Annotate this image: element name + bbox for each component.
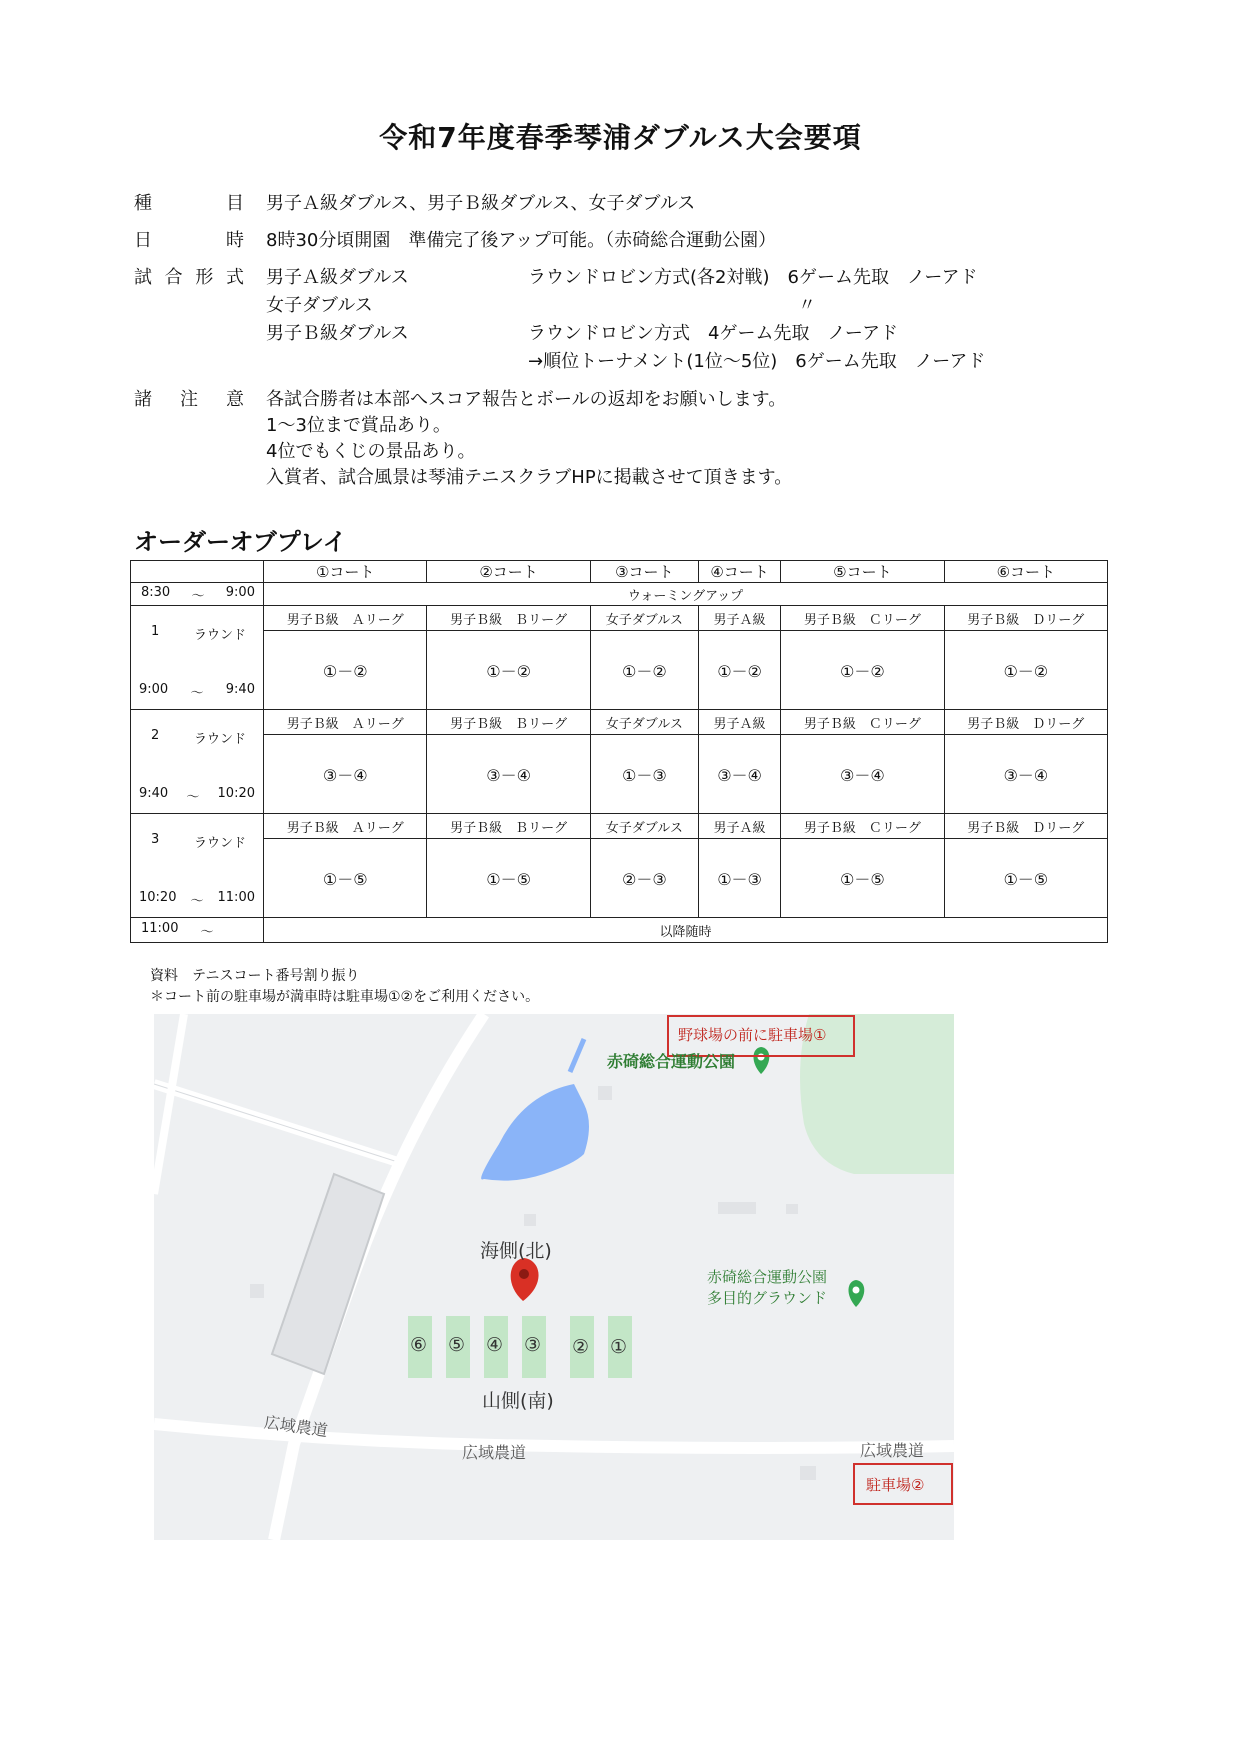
category-cell: 女子ダブルス	[590, 814, 698, 839]
round-number: 1	[151, 624, 160, 639]
category-cell: 男子Ｂ級 Ｃリーグ	[781, 710, 944, 735]
round-category-row	[131, 606, 1108, 631]
round-match-row	[131, 631, 1108, 710]
notes-value	[266, 386, 1134, 490]
site-map	[154, 1014, 954, 1540]
format-line	[266, 292, 1134, 320]
time-tilde: ～	[186, 790, 200, 805]
time-tilde: ～	[191, 588, 205, 604]
format-value	[266, 264, 1134, 376]
ground-label-2: 多目的グラウンド	[707, 1289, 828, 1307]
match-cell: ①－②	[698, 631, 780, 710]
north-label: 海側(北)	[480, 1240, 552, 1262]
note-line: 1～3位まで賞品あり。	[266, 415, 451, 436]
time-end: 10:20	[217, 786, 255, 801]
category-cell: 男子Ｂ級 Ａリーグ	[264, 606, 427, 631]
category-cell: 女子ダブルス	[590, 606, 698, 631]
page-title: 令和7年度春季琴浦ダブルス大会要項	[379, 121, 862, 154]
parking1-label: 野球場の前に駐車場①	[678, 1026, 827, 1044]
datetime-value: 8時30分頃開園 準備完了後アップ可能。（赤碕総合運動公園）	[266, 230, 777, 251]
time-tilde: ～	[190, 894, 204, 909]
category-cell: 男子Ａ級	[698, 606, 780, 631]
court-header: ⑤コート	[781, 561, 944, 583]
label-char: 注	[180, 389, 198, 410]
match-cell: ①－③	[590, 735, 698, 814]
format-rule: →順位トーナメント(1位～5位) 6ゲーム先取 ノーアド	[528, 351, 986, 372]
park-name-label: 赤碕総合運動公園	[607, 1052, 736, 1071]
label-char: 時	[226, 230, 244, 251]
court-header: ②コート	[427, 561, 590, 583]
round-match-row	[131, 839, 1108, 918]
small-building	[786, 1204, 798, 1214]
location-pin-dot	[519, 1269, 529, 1279]
order-of-play-table	[130, 560, 1108, 943]
info-row-format	[134, 264, 1134, 376]
time-tilde: ～	[200, 924, 214, 940]
small-building	[598, 1086, 612, 1100]
warmup-row	[131, 583, 1108, 606]
match-cell: ①－⑤	[944, 839, 1107, 918]
label-char: 日	[134, 230, 152, 251]
poi-marker-icon	[753, 1047, 769, 1074]
court-label: ④	[486, 1334, 504, 1356]
category-cell: 男子Ｂ級 Ｂリーグ	[427, 606, 590, 631]
round-time-cell	[131, 710, 264, 814]
parking2-label: 駐車場②	[866, 1476, 925, 1494]
round-category-row	[131, 814, 1108, 839]
format-line	[266, 264, 1134, 292]
building	[272, 1174, 384, 1374]
note-line: 入賞者、試合風景は琴浦テニスクラブHPに掲載させて頂きます。	[266, 467, 793, 488]
order-of-play-heading: オーダーオブプレイ	[134, 528, 347, 556]
note-line: 4位でもくじの景品あり。	[266, 441, 476, 462]
event-value: 男子Ａ級ダブルス、男子Ｂ級ダブルス、女子ダブルス	[266, 193, 696, 214]
poi-marker-dot	[853, 1287, 860, 1294]
poi-marker-icon	[848, 1280, 864, 1307]
court-label: ⑥	[410, 1334, 428, 1356]
map-graphic	[154, 1014, 954, 1540]
court-header: ①コート	[264, 561, 427, 583]
label-char: 諸	[134, 389, 152, 410]
match-cell: ③－④	[698, 735, 780, 814]
time-start: 9:40	[139, 786, 169, 801]
match-cell: ①－③	[698, 839, 780, 918]
match-cell: ①－②	[781, 631, 944, 710]
time-tilde: ～	[190, 686, 204, 701]
court-label: ①	[610, 1336, 628, 1358]
map-caption-title: 資料 テニスコート番号割り振り	[150, 968, 360, 984]
round-match-row	[131, 735, 1108, 814]
match-cell: ①－②	[264, 631, 427, 710]
small-building	[718, 1202, 756, 1214]
match-cell: ③－④	[264, 735, 427, 814]
road-edge	[154, 1084, 404, 1164]
small-building	[800, 1466, 816, 1480]
closing-label: 以降随時	[264, 918, 1108, 943]
road-label-mid: 広域農道	[462, 1443, 527, 1462]
warmup-time	[131, 583, 264, 606]
court-label: ③	[524, 1334, 542, 1356]
category-cell: 男子Ｂ級 Ａリーグ	[264, 710, 427, 735]
label-char: 意	[226, 389, 244, 410]
round-number: 3	[151, 832, 160, 847]
closing-time	[131, 918, 264, 943]
category-cell: 男子Ｂ級 Ｃリーグ	[781, 606, 944, 631]
category-cell: 男子Ａ級	[698, 710, 780, 735]
match-cell: ①－⑤	[264, 839, 427, 918]
format-category: 男子Ｂ級ダブルス	[266, 323, 409, 344]
road	[154, 1014, 184, 1194]
match-cell: ①－②	[590, 631, 698, 710]
court-header: ④コート	[698, 561, 780, 583]
round-word: ラウンド	[193, 628, 246, 643]
category-cell: 男子Ｂ級 Ｄリーグ	[944, 606, 1107, 631]
round-number: 2	[151, 728, 160, 743]
info-row-notes	[134, 386, 1134, 490]
info-section	[134, 190, 1134, 500]
format-category: 男子Ａ級ダブルス	[266, 267, 409, 288]
category-cell: 男子Ｂ級 Ｃリーグ	[781, 814, 944, 839]
category-cell: 男子Ｂ級 Ａリーグ	[264, 814, 427, 839]
category-cell: 男子Ｂ級 Ｄリーグ	[944, 710, 1107, 735]
map-caption	[150, 966, 539, 1008]
time-start: 10:20	[139, 890, 177, 905]
format-category	[266, 348, 528, 376]
match-cell: ②－③	[590, 839, 698, 918]
info-row-datetime	[134, 227, 1134, 254]
court-header: ⑥コート	[944, 561, 1107, 583]
category-cell: 男子Ｂ級 Ｄリーグ	[944, 814, 1107, 839]
time-end: 9:40	[225, 682, 255, 697]
road-label-left: 広域農道	[262, 1412, 329, 1441]
court-header-row	[131, 561, 1108, 583]
format-rule: ラウンドロビン方式 4ゲーム先取 ノーアド	[528, 323, 899, 344]
round-time-cell	[131, 606, 264, 710]
info-row-event	[134, 190, 1134, 217]
category-cell: 男子Ａ級	[698, 814, 780, 839]
round-category-row	[131, 710, 1108, 735]
ground-label-1: 赤碕総合運動公園	[707, 1268, 828, 1286]
pond	[481, 1084, 589, 1181]
note-line: 各試合勝者は本部へスコア報告とボールの返却をお願いします。	[266, 389, 787, 410]
category-cell: 男子Ｂ級 Ｂリーグ	[427, 814, 590, 839]
closing-row	[131, 918, 1108, 943]
match-cell: ③－④	[781, 735, 944, 814]
event-label	[134, 190, 266, 217]
match-cell: ③－④	[944, 735, 1107, 814]
road-label-right: 広域農道	[860, 1441, 925, 1460]
time-end: 9:00	[225, 584, 255, 600]
corner-cell	[131, 561, 264, 583]
label-char: 試	[134, 267, 152, 288]
format-line	[266, 320, 1134, 348]
warmup-label: ウォーミングアップ	[264, 583, 1108, 606]
label-char: 種	[134, 193, 152, 214]
small-building	[524, 1214, 536, 1226]
notes-label	[134, 386, 266, 413]
south-label: 山側(南)	[482, 1390, 554, 1412]
time-start: 8:30	[141, 584, 171, 600]
match-cell: ①－⑤	[427, 839, 590, 918]
match-cell: ①－②	[944, 631, 1107, 710]
format-rule: ラウンドロビン方式(各2対戦) 6ゲーム先取 ノーアド	[528, 267, 978, 288]
round-word: ラウンド	[193, 836, 246, 851]
round-word: ラウンド	[193, 732, 246, 747]
format-label	[134, 264, 266, 291]
court-label: ②	[572, 1336, 590, 1358]
match-cell: ①－②	[427, 631, 590, 710]
format-rule: 〃	[798, 295, 816, 316]
format-line	[266, 348, 1134, 376]
label-char: 合	[164, 267, 183, 288]
label-char: 式	[225, 267, 244, 288]
datetime-label	[134, 227, 266, 254]
court-label: ⑤	[448, 1334, 466, 1356]
category-cell: 男子Ｂ級 Ｂリーグ	[427, 710, 590, 735]
label-char: 目	[226, 193, 244, 214]
location-pin-icon	[511, 1258, 539, 1301]
time-start: 11:00	[141, 920, 179, 936]
round-time-cell	[131, 814, 264, 918]
small-building	[250, 1284, 264, 1298]
map-caption-note: ＊コート前の駐車場が満車時は駐車場①②をご利用ください。	[150, 989, 540, 1005]
category-cell: 女子ダブルス	[590, 710, 698, 735]
stream	[570, 1039, 584, 1072]
label-char: 形	[195, 267, 214, 288]
time-start: 9:00	[139, 682, 169, 697]
format-category: 女子ダブルス	[266, 295, 373, 316]
time-end: 11:00	[217, 890, 255, 905]
court-header: ③コート	[590, 561, 698, 583]
match-cell: ①－⑤	[781, 839, 944, 918]
match-cell: ③－④	[427, 735, 590, 814]
